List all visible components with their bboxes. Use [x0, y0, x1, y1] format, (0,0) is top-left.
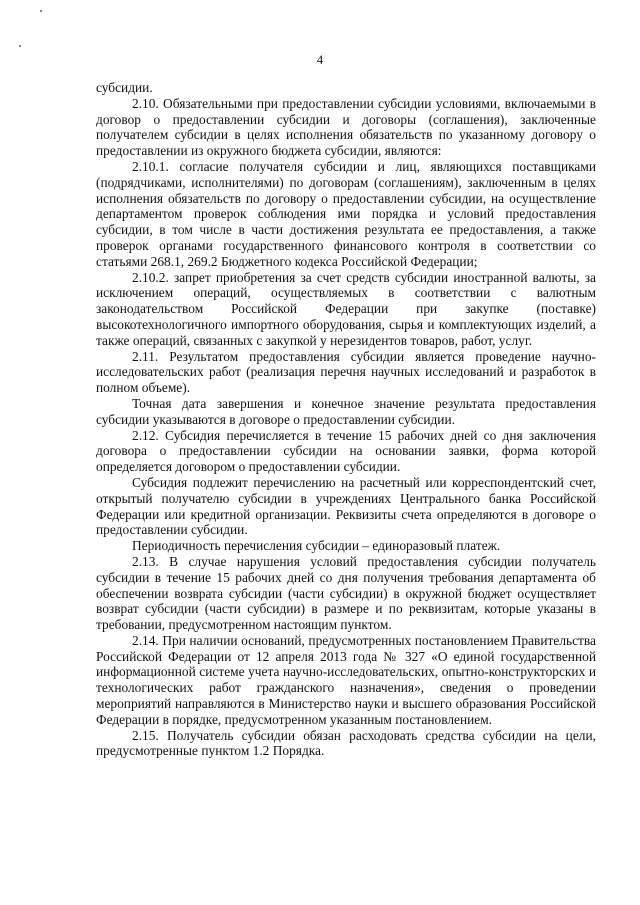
paragraph-2-14: 2.14. При наличии оснований, предусмотренных постановлением Правительства Российской Федерации от 12 апреля 2013 года № 327 «О единой государственной информационной системе учета научно-исследовательских, опытно-конструкторских и технологических работ гражданского назначения», сведения о проведении мероприятий направляются в Министерство науки и высшего образования Российской Федерации в порядке, предусмотренном указанным постановлением. — [96, 632, 596, 727]
paragraph-2-10: 2.10. Обязательными при предоставлении субсидии условиями, включаемыми в договор о предоставлении субсидии и договоры (соглашения), заключенные получателем субсидии в целях исполнения обязательств по указанному договору о предоставлении из окружного бюджета субсидии, являются: — [96, 95, 596, 159]
paragraph-2-12-account: Субсидия подлежит перечислению на расчетный или корреспондентский счет, открытый получателю субсидии в учреждениях Центрального банка Российской Федерации или кредитной организации. Реквизиты счета определяются в договоре о предоставлении субсидии. — [96, 474, 596, 538]
paragraph-2-15: 2.15. Получатель субсидии обязан расходовать средства субсидии на цели, предусмотренные пунктом 1.2 Порядка. — [96, 727, 596, 759]
paragraph-continuation: субсидии. — [96, 80, 153, 95]
scan-speck — [40, 10, 42, 12]
paragraph-2-10-1: 2.10.1. согласие получателя субсидии и лиц, являющихся поставщиками (подрядчиками, исполнителями) по договорам (соглашениям), заключенным в целях исполнения обязательств по договору о предоставлении субсидии, на осуществление департаментом проверок соблюдения ими порядка и условий предоставления субсидии, в том числе в части достижения результата ее предоставления, а также проверок органами государственного финансового контроля в соответствии со статьями 268.1, 269.2 Бюджетного кодекса Российской Федерации; — [96, 158, 596, 269]
paragraph-2-13: 2.13. В случае нарушения условий предоставления субсидии получатель субсидии в течение 15 рабочих дней со дня получения требования департамента об обеспечении возврата субсидии (части субсидии) в окружной бюджет осуществляет возврат субсидии (части субсидии) в размере и по реквизитам, которые указаны в требовании, предусмотренном настоящим пунктом. — [96, 553, 596, 633]
document-body — [96, 80, 596, 759]
scan-speck — [19, 45, 21, 47]
paragraph-2-10-2: 2.10.2. запрет приобретения за счет средств субсидии иностранной валюты, за исключением операций, осуществляемых в соответствии с валютным законодательством Российской Федерации при закупке (поставке) высокотехнологичного импортного оборудования, сырья и комплектующих изделий, а также операций, связанных с закупкой у нерезидентов товаров, работ, услуг. — [96, 269, 596, 348]
page-number: 4 — [316, 53, 324, 67]
paragraph-2-12: 2.12. Субсидия перечисляется в течение 15 рабочих дней со дня заключения договора о предоставлении субсидии на основании заявки, форма которой определяется договором о предоставлении субсидии. — [96, 427, 596, 475]
paragraph-2-11-date: Точная дата завершения и конечное значение результата предоставления субсидии указываются в договоре о предоставлении субсидии. — [96, 395, 596, 427]
paragraph-2-11: 2.11. Результатом предоставления субсидии является проведение научно-исследовательских работ (реализация перечня научных исследований и разработок в полном объеме). — [96, 348, 596, 396]
paragraph-2-12-periodicity: Периодичность перечисления субсидии – единоразовый платеж. — [132, 538, 501, 554]
